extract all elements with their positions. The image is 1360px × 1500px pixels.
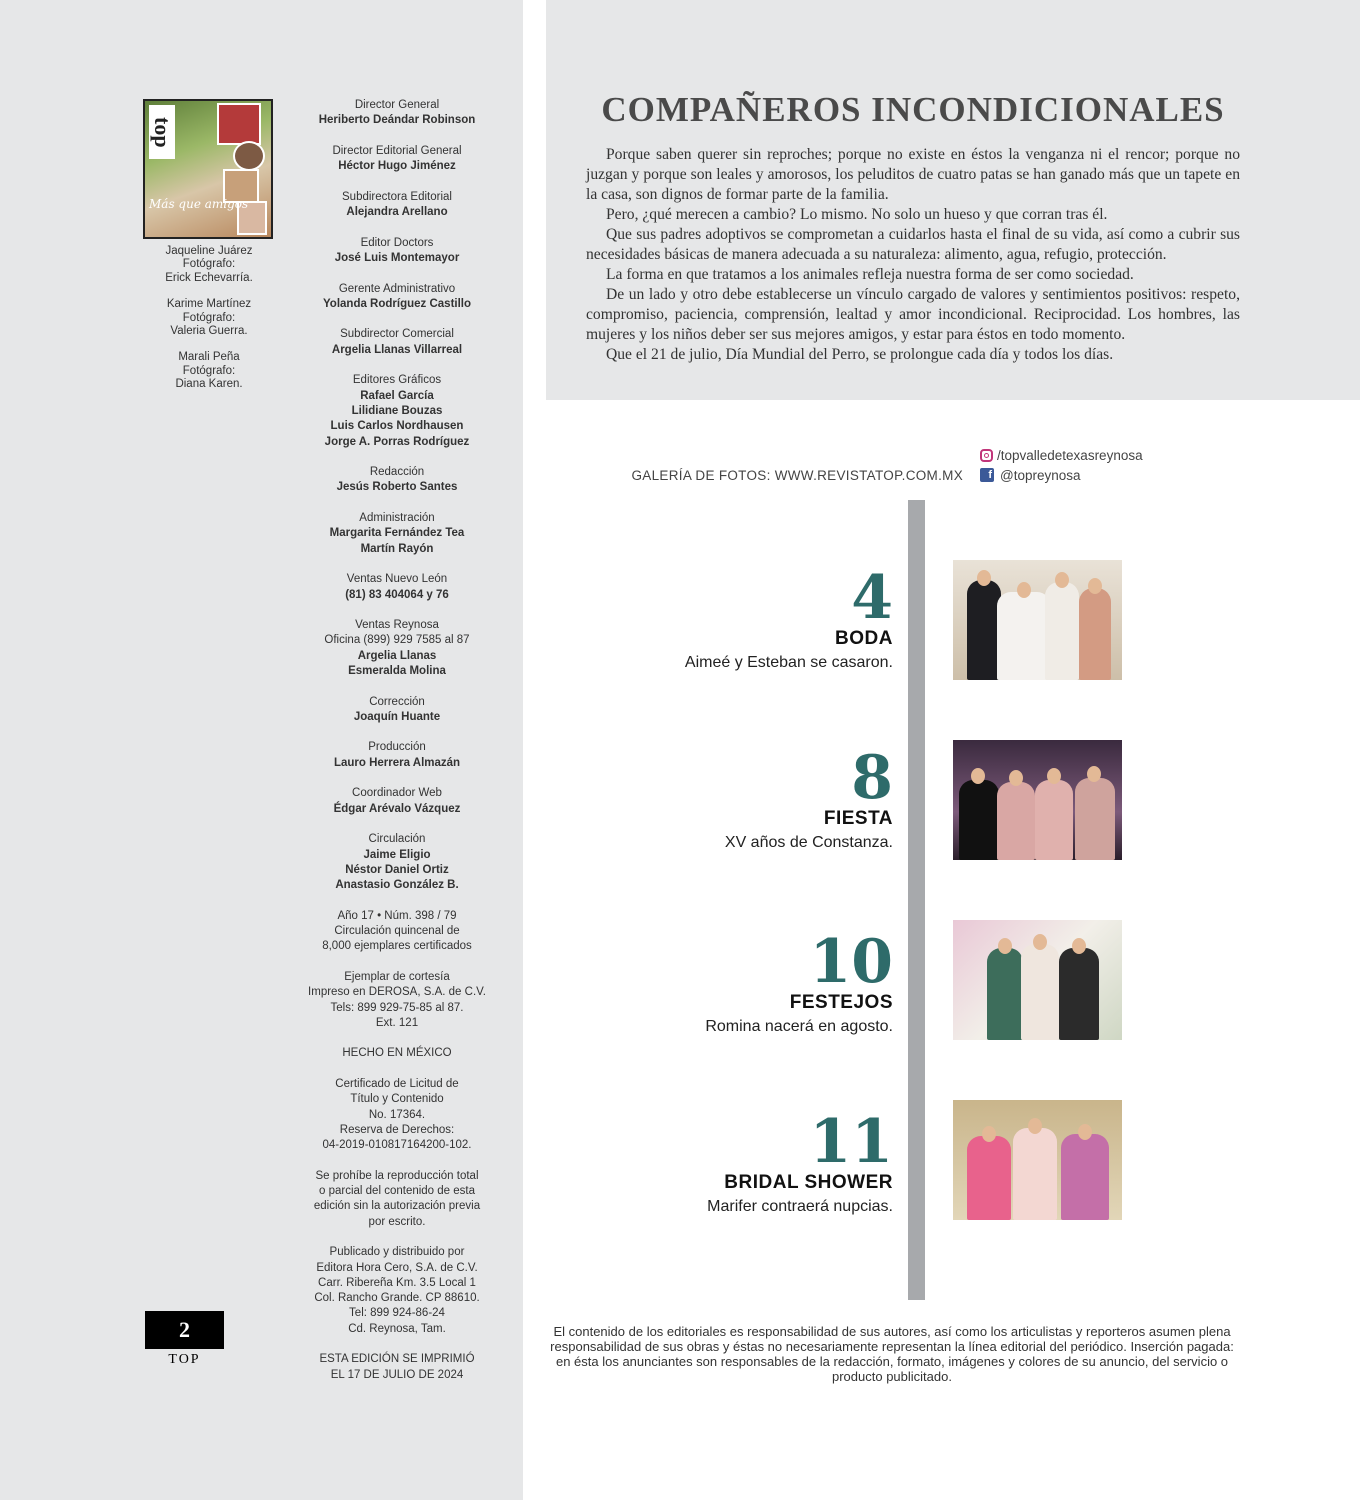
staff-name: Joaquín Huante xyxy=(353,710,441,723)
staff-role: Circulación xyxy=(368,833,426,846)
person-head xyxy=(1017,582,1031,598)
editorial-paragraph: Pero, ¿qué merecen a cambio? Lo mismo. No solo un hueso y que corran tras él. xyxy=(606,206,1108,223)
person-figure xyxy=(1075,778,1115,860)
person-head xyxy=(977,570,991,586)
staff-group xyxy=(298,786,496,817)
photo-credit xyxy=(150,351,268,391)
person-figure xyxy=(1059,948,1099,1040)
person-head xyxy=(1072,938,1086,954)
credit-photographer: Erick Echevarría. xyxy=(165,271,253,284)
person-figure xyxy=(959,780,999,860)
instagram-handle: /topvalledetexasreynosa xyxy=(997,447,1143,463)
cover-script-text: Más que amigos xyxy=(149,197,249,211)
staff-group xyxy=(298,695,496,726)
disclaimer-text: El contenido de los editoriales es responsabilidad de sus autores, así como los articulistas y reporteros asumen plena responsabilidad de sus obras y éstas no necesariamente representan la línea editorial del periódico. Inserción pagada: en ésta los anunciantes son responsables de la redacción, formato, imágenes y colores de su anuncio, del servicio o producto publicitado. xyxy=(550,1324,1234,1384)
staff-role: Administración xyxy=(359,512,435,525)
person-figure xyxy=(1045,582,1079,680)
instagram-link[interactable] xyxy=(980,445,1143,465)
photo-credit xyxy=(150,245,268,285)
page-number: 2 xyxy=(145,1311,224,1349)
toc-section: FIESTA xyxy=(823,808,893,829)
staff-group xyxy=(298,236,496,267)
toc-description: Marifer contraerá nupcias. xyxy=(707,1198,893,1215)
toc-description: XV años de Constanza. xyxy=(724,834,893,851)
person-figure xyxy=(1035,780,1073,860)
person-figure xyxy=(967,1136,1011,1220)
staff-name: Yolanda Rodríguez Castillo xyxy=(322,297,472,310)
credit-label: Fotógrafo: xyxy=(182,311,236,324)
staff-name: Jorge A. Porras Rodríguez xyxy=(324,435,470,448)
staff-role: Editores Gráficos xyxy=(352,374,442,387)
staff-name: Esmeralda Molina xyxy=(348,664,446,677)
cover-thumbnail[interactable] xyxy=(143,99,273,239)
info-line: Circulación quincenal de xyxy=(334,925,460,938)
staff-role: Ventas Nuevo León xyxy=(346,573,448,586)
staff-role: Subdirector Comercial xyxy=(340,328,454,341)
editorial-paragraph: Porque saben querer sin reproches; porque no existe en éstos la venganza ni el rencor; porque no juzgan y porque son leales y amorosos, los peluditos de cuatro patas se han ganado más que un tapete en la casa, son dignos de formar parte de la familia. xyxy=(586,146,1240,203)
editorial-title: COMPAÑEROS INCONDICIONALES xyxy=(601,90,1225,129)
toc-photo-festejos[interactable] xyxy=(953,920,1122,1040)
staff-name: Margarita Fernández Tea xyxy=(329,527,465,540)
person-figure xyxy=(987,948,1023,1040)
photo-credit xyxy=(150,298,268,338)
staff-group xyxy=(298,282,496,313)
staff-role: Ventas Reynosa xyxy=(355,619,439,632)
staff-role: Coordinador Web xyxy=(352,787,442,800)
toc-section: FESTEJOS xyxy=(789,992,893,1013)
staff-name: Alejandra Arellano xyxy=(346,206,448,219)
staff-name: Heriberto Deándar Robinson xyxy=(318,114,476,127)
toc-description: Romina nacerá en agosto. xyxy=(705,1018,893,1035)
person-head xyxy=(1078,1124,1092,1140)
staff-name: Édgar Arévalo Vázquez xyxy=(333,802,461,815)
person-head xyxy=(971,768,985,784)
staff-name: Argelia Llanas xyxy=(357,649,437,662)
info-block xyxy=(298,1245,496,1337)
masthead-staff xyxy=(298,98,496,1398)
staff-name: Lilidiane Bouzas xyxy=(351,404,443,417)
cover-inset-photo xyxy=(233,141,265,171)
person-head xyxy=(1087,766,1101,782)
person-figure xyxy=(997,592,1051,680)
credit-photographer: Valeria Guerra. xyxy=(170,325,248,338)
editorial-paragraph: Que sus padres adoptivos se comprometan a cuidarlos hasta el final de su vida, así como a cubrir sus necesidades básicas de manera adecuada a su naturaleza: alimento, agua, refugio, protección. xyxy=(586,226,1240,263)
info-line: Título y Contenido xyxy=(350,1093,444,1106)
info-line: ESTA EDICIÓN SE IMPRIMIÓ xyxy=(319,1353,475,1366)
info-block xyxy=(298,1169,496,1230)
toc-item-festejos[interactable] xyxy=(600,927,893,1040)
credit-name: Karime Martínez xyxy=(166,298,252,311)
staff-name: Néstor Daniel Ortiz xyxy=(345,863,449,876)
social-links xyxy=(980,445,1143,485)
info-line: Cd. Reynosa, Tam. xyxy=(348,1322,446,1335)
staff-name: Lauro Herrera Almazán xyxy=(333,756,461,769)
cover-inset-photo xyxy=(217,103,261,145)
person-head xyxy=(1033,934,1047,950)
credit-photographer: Diana Karen. xyxy=(175,378,243,391)
info-line: Publicado y distribuido por xyxy=(329,1246,465,1259)
staff-name: Luis Carlos Nordhausen xyxy=(330,420,464,433)
facebook-icon: f xyxy=(980,468,994,482)
person-head xyxy=(982,1126,996,1142)
toc-page-number: 11 xyxy=(809,1107,893,1177)
credit-name: Jaqueline Juárez xyxy=(165,245,253,257)
toc-photo-bridal-shower[interactable] xyxy=(953,1100,1122,1220)
info-block xyxy=(298,1077,496,1153)
info-line: o parcial del contenido de esta xyxy=(319,1185,475,1198)
staff-group xyxy=(298,373,496,449)
info-line: Se prohíbe la reproducción total xyxy=(315,1169,479,1182)
staff-role: Redacción xyxy=(369,466,425,479)
toc-page-number: 4 xyxy=(851,563,893,633)
editorial-paragraph: La forma en que tratamos a los animales refleja nuestra forma de ser como sociedad. xyxy=(606,266,1134,283)
info-line: No. 17364. xyxy=(368,1108,426,1121)
staff-name: José Luis Montemayor xyxy=(334,251,460,264)
info-block xyxy=(298,909,496,955)
person-figure xyxy=(1079,588,1111,680)
info-line: por escrito. xyxy=(368,1215,426,1228)
staff-name: Martín Rayón xyxy=(360,542,434,555)
toc-item-fiesta[interactable] xyxy=(600,743,893,856)
info-line: Reserva de Derechos: xyxy=(339,1123,455,1136)
info-line: Ext. 121 xyxy=(375,1016,419,1029)
toc-divider-bar xyxy=(908,500,925,1300)
staff-extra: Oficina (899) 929 7585 al 87 xyxy=(324,634,470,647)
facebook-handle: @topreynosa xyxy=(1000,467,1081,483)
staff-role: Gerente Administrativo xyxy=(338,282,456,295)
toc-item-bridal-shower[interactable] xyxy=(600,1107,893,1220)
info-line: 04-2019-010817164200-102. xyxy=(322,1139,472,1152)
staff-group xyxy=(298,190,496,221)
info-line: Año 17 • Núm. 398 / 79 xyxy=(337,909,457,922)
info-line: HECHO EN MÉXICO xyxy=(342,1047,452,1060)
staff-group xyxy=(298,740,496,771)
person-figure xyxy=(1061,1134,1109,1220)
staff-group xyxy=(298,144,496,175)
gallery-link[interactable]: GALERÍA DE FOTOS: WWW.REVISTATOP.COM.MX xyxy=(631,468,963,483)
credit-label: Fotógrafo: xyxy=(182,364,236,377)
toc-page-number: 8 xyxy=(851,743,893,813)
editorial-paragraph: De un lado y otro debe establecerse un vínculo cargado de valores y sentimientos positivos: respeto, compromiso, paciencia, comprensión, lealtad y amor incondicional. Reciprocidad. Los hombres, las mujeres y los niños deber ser sus mejores amigos, y estar para éstos en todo momento. xyxy=(586,286,1240,343)
staff-role: Editor Doctors xyxy=(360,236,434,249)
staff-name: Rafael García xyxy=(360,389,434,402)
staff-role: Corrección xyxy=(369,695,425,708)
page-label: TOP xyxy=(168,1352,201,1367)
person-figure xyxy=(967,580,1001,680)
staff-name: Jaime Eligio xyxy=(363,848,431,861)
staff-group xyxy=(298,327,496,358)
staff-name: Anastasio González B. xyxy=(335,879,459,892)
toc-photo-fiesta[interactable] xyxy=(953,740,1122,860)
info-line: Carr. Ribereña Km. 3.5 Local 1 xyxy=(318,1276,476,1289)
info-block xyxy=(298,970,496,1031)
info-line: Editora Hora Cero, S.A. de C.V. xyxy=(316,1261,478,1274)
staff-group xyxy=(298,832,496,893)
staff-name: Argelia Llanas Villarreal xyxy=(331,343,463,356)
person-head xyxy=(1028,1118,1042,1134)
staff-role: Subdirectora Editorial xyxy=(342,190,452,203)
toc-section: BODA xyxy=(835,628,893,649)
toc-section: BRIDAL SHOWER xyxy=(724,1172,893,1193)
info-line: Ejemplar de cortesía xyxy=(344,970,450,983)
person-head xyxy=(1047,768,1061,784)
info-line: 8,000 ejemplares certificados xyxy=(322,940,472,953)
info-line: Certificado de Licitud de xyxy=(335,1078,459,1090)
person-head xyxy=(1055,572,1069,588)
credit-name: Marali Peña xyxy=(178,351,240,364)
staff-name: Héctor Hugo Jiménez xyxy=(338,160,456,173)
credit-label: Fotógrafo: xyxy=(182,258,236,271)
info-block xyxy=(298,1046,496,1061)
photo-credits xyxy=(150,245,268,405)
staff-name: (81) 83 404064 y 76 xyxy=(345,588,449,601)
toc-page-number: 10 xyxy=(809,927,893,997)
person-head xyxy=(1088,578,1102,594)
staff-group xyxy=(298,465,496,496)
editorial-body xyxy=(586,145,1240,365)
cover-logo: top xyxy=(149,105,175,159)
person-head xyxy=(1009,770,1023,786)
staff-name: Jesús Roberto Santes xyxy=(336,481,458,494)
editorial-paragraph: Que el 21 de julio, Día Mundial del Perro, se prolongue cada día y todos los días. xyxy=(606,346,1114,363)
toc-item-boda[interactable] xyxy=(600,563,893,676)
staff-role: Producción xyxy=(368,741,426,754)
info-block xyxy=(298,1352,496,1383)
info-line: Col. Rancho Grande. CP 88610. xyxy=(314,1292,480,1305)
staff-group xyxy=(298,98,496,129)
facebook-link[interactable] xyxy=(980,465,1143,485)
staff-group xyxy=(298,572,496,603)
toc-photo-boda[interactable] xyxy=(953,560,1122,680)
person-figure xyxy=(997,782,1035,860)
staff-group xyxy=(298,511,496,557)
info-line: edición sin la autorización previa xyxy=(313,1200,481,1213)
info-line: Tels: 899 929-75-85 al 87. xyxy=(330,1001,464,1014)
person-figure xyxy=(1021,944,1059,1040)
instagram-icon xyxy=(980,449,993,462)
person-head xyxy=(998,938,1012,954)
toc-description: Aimeé y Esteban se casaron. xyxy=(684,654,893,671)
staff-role: Director Editorial General xyxy=(332,144,462,157)
info-line: Impreso en DEROSA, S.A. de C.V. xyxy=(308,986,486,999)
person-figure xyxy=(1013,1128,1057,1220)
staff-group xyxy=(298,618,496,679)
staff-role: Director General xyxy=(354,99,440,111)
info-line: Tel: 899 924-86-24 xyxy=(349,1307,445,1320)
info-line: EL 17 DE JULIO DE 2024 xyxy=(330,1368,464,1381)
